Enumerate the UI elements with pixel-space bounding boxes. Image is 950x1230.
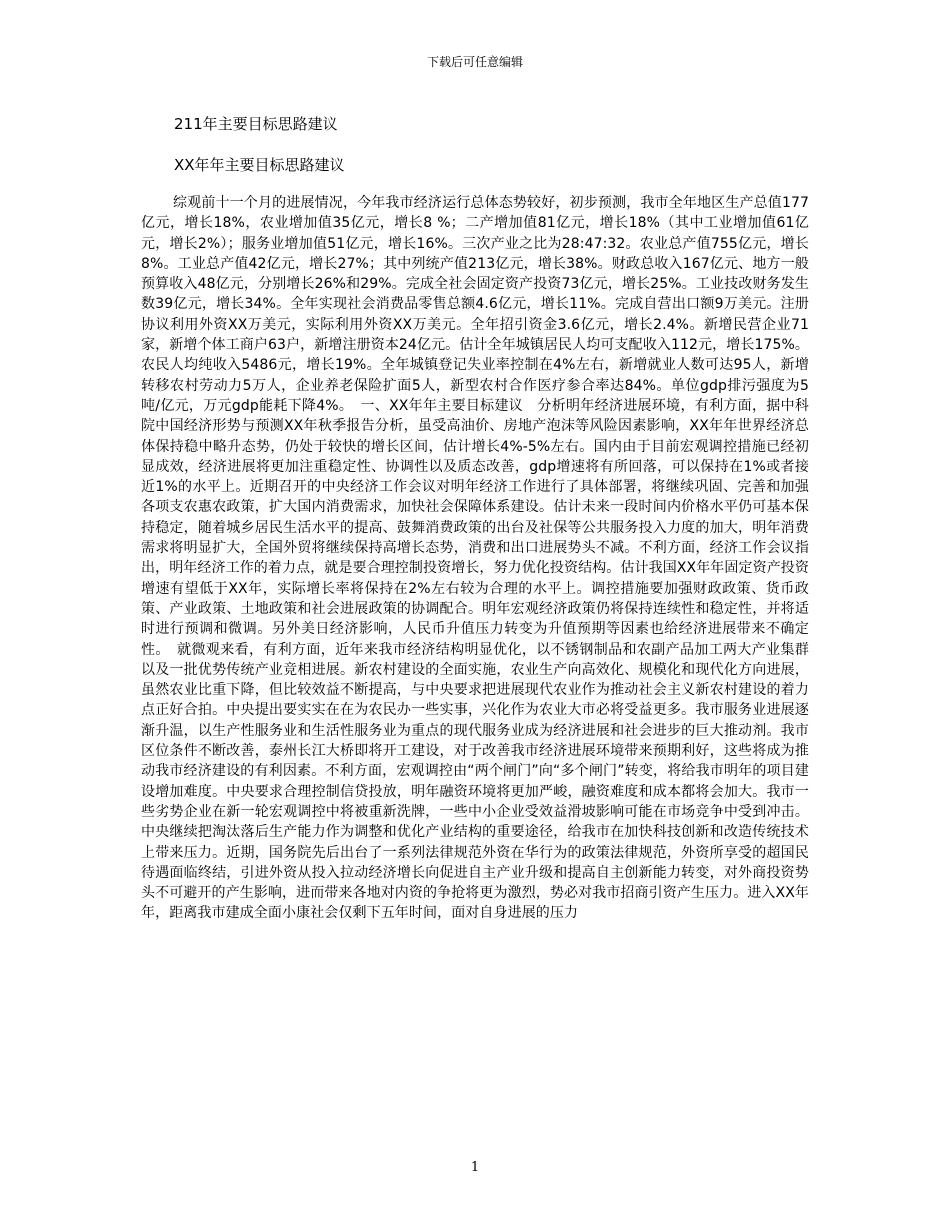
header-note: 下载后可任意编辑 — [426, 55, 523, 69]
page-number: 1 — [470, 1160, 480, 1175]
body-paragraph: 综观前十一个月的进展情况，今年我市经济运行总体态势较好，初步预测，我市全年地区生产总值177亿元，增长18%，农业增加值35亿元，增长8 %；二产增加值81亿元，增长18%（其中工业增加值61亿元，增长2%）；服务业增加值51亿元，增长16%。三次产业之比为28:47:32。农业总产值755亿元，增长8%。工业总产值42亿元，增长27%；其中列统产值213亿元，增长38%。财政总收入167亿元、地方一般预算收入48亿元，分别增长26%和29%。完成全社会固定资产投资73亿元，增长25%。工业技改财务发生数39亿元，增长34%。全年实现社会消费品零售总额4.6亿元，增长11%。完成自营出口额9万美元。注册协议利用外资XX万美元，实际利用外资XX万美元。全年招引资金3.6亿元，增长2.4%。新增民营企业71家，新增个体工商户63户，新增注册资本24亿元。估计全年城镇居民人均可支配收入112元，增长175%。农民人均纯收入5486元，增长19%。全年城镇登记失业率控制在4%左右，新增就业人数可达95人，新增转移农村劳动力5万人，企业养老保险扩面5人，新型农村合作医疗参合率达84%。单位gdp排污强度为5吨/亿元，万元gdp能耗下降4%。 一、XX年年主要目标建议 分析明年经济进展环境，有利方面，据中科院中国经济形势与预测XX年秋季报告分析，虽受高油价、房地产泡沫等风险因素影响，XX年年世界经济总体保持稳中略升态势，仍处于较快的增长区间，估计增长4%-5%左右。国内由于目前宏观调控措施已经初显成效，经济进展将更加注重稳定性、协调性以及质态改善，gdp增速将有所回落，可以保持在1%或者接近1%的水平上。近期召开的中央经济工作会议对明年经济工作进行了具体部署，将继续巩固、完善和加强各项支农惠农政策，扩大国内消费需求，加快社会保障体系建设。估计未来一段时间内价格水平仍可基本保持稳定，随着城乡居民生活水平的提高、鼓舞消费政策的出台及社保等公共服务投入力度的加大，明年消费需求将明显扩大，全国外贸将继续保持高增长态势，消费和出口进展势头不减。不利方面，经济工作会议指出，明年经济工作的着力点，就是要合理控制投资增长，努力优化投资结构。估计我国XX年年固定资产投资增速有望低于XX年，实际增长率将保持在2%左右较为合理的水平上。调控措施要加强财政政策、货币政策、产业政策、土地政策和社会进展政策的协调配合。明年宏观经济政策仍将保持连续性和稳定性，并将适时进行预调和微调。另外美日经济影响，人民币升值压力转变为升值预期等因素也给经济进展带来不确定性。 就微观来看，有利方面，近年来我市经济结构明显优化，以不锈钢制品和农副产品加工两大产业集群以及一批优势传统产业竞相进展。新农村建设的全面实施，农业生产向高效化、规模化和现代化方向进展，虽然农业比重下降，但比较效益不断提高，与中央要求把进展现代农业作为推动社会主义新农村建设的着力点正好合拍。中央提出要实实在在为农民办一些实事，兴化作为农业大市必将受益更多。我市服务业进展逐渐升温，以生产性服务业和生活性服务业为重点的现代服务业成为经济进展和社会进步的巨大推动剂。我市区位条件不断改善，泰州长江大桥即将开工建设，对于改善我市经济进展环境带来预期利好，这些将成为推动我市经济建设的有利因素。不利方面，宏观调控由“两个闸门”向“多个闸门”转变，将给我市明年的项目建设增加难度。中央要求合理控制信贷投放，明年融资环境将更加严峻，融资难度和成本都将会加大。我市一些劣势企业在新一轮宏观调控中将被重新洗牌，一些中小企业受效益滑坡影响可能在市场竞争中受到冲击。中央继续把淘汰落后生产能力作为调整和优化产业结构的重要途径，给我市在加快科技创新和改造传统技术上带来压力。近期，国务院先后出台了一系列法律规范外资在华行为的政策法律规范，外资所享受的超国民待遇面临终结，引进外资从投入拉动经济增长向促进自主产业升级和提高自主创新能力转变，对外商投资势头不可避开的产生影响，进而带来各地对内资的争抢将更为激烈，势必对我市招商引资产生压力。进入XX年年，距离我市建成全面小康社会仅剩下五年时间，面对自身进展的压力 — [141, 195, 809, 922]
section-title: XX年年主要目标思路建议 — [174, 156, 345, 174]
document-title: 211年主要目标思路建议 — [174, 115, 338, 133]
